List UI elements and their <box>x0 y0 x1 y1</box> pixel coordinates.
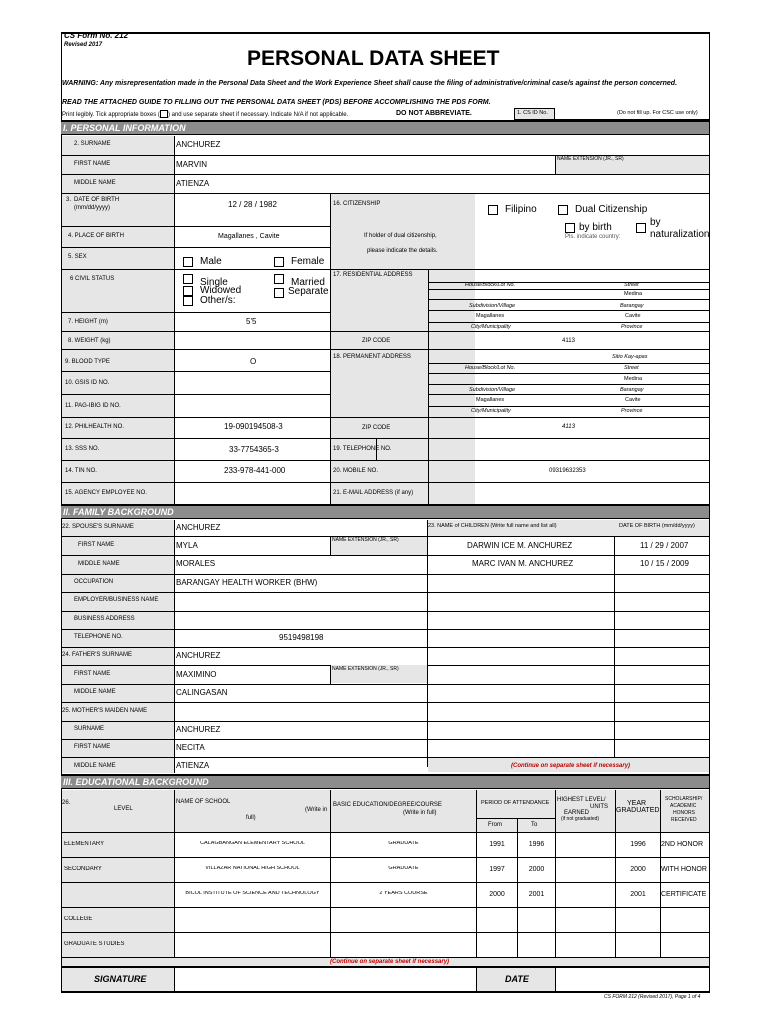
education-row-rule <box>62 832 709 833</box>
res-subd-label: Subdivision/Village <box>469 303 516 309</box>
sample-tick-box <box>160 110 168 118</box>
tin-label: 14. TIN NO. <box>65 468 97 474</box>
education-course-label: BASIC EDUCATION/DEGREE/COURSE <box>333 802 442 808</box>
blood-type-label: 9. BLOOD TYPE <box>65 359 110 365</box>
res-street-label: Street <box>624 282 639 288</box>
female-label: Female <box>291 256 325 267</box>
education-row-rule <box>62 932 709 933</box>
rule <box>428 289 709 290</box>
rule <box>174 136 175 506</box>
rule <box>517 818 518 958</box>
others-label: Other/s: <box>200 295 236 306</box>
philhealth-field[interactable]: 19-090194508-3 <box>224 422 283 431</box>
permanent-address-label: 18. PERMANENT ADDRESS <box>333 354 411 360</box>
by-birth-checkbox[interactable] <box>565 223 575 233</box>
dob-label: DATE OF BIRTH <box>74 197 120 203</box>
education-course-write: (Write in full) <box>403 810 437 816</box>
scholarship-label-2: ACADEMIC <box>670 803 697 809</box>
res-zip-label: ZIP CODE <box>362 338 391 344</box>
section-family-title: II. FAMILY BACKGROUND <box>63 507 174 517</box>
highest-level-label-3: EARNED <box>564 810 590 816</box>
father-first-label: FIRST NAME <box>74 671 111 677</box>
blood-type-field[interactable]: O <box>250 357 257 366</box>
gsis-label: 10. GSIS ID NO. <box>65 380 110 386</box>
rule <box>614 520 615 767</box>
res-province-label: Province <box>621 324 643 330</box>
height-label: 7. HEIGHT (m) <box>68 319 108 325</box>
rule <box>428 299 709 300</box>
rule <box>61 991 710 993</box>
edu-from-1[interactable]: 1991 <box>489 841 505 848</box>
rule <box>62 269 709 270</box>
father-surname-field[interactable]: ANCHUREZ <box>176 651 221 660</box>
rule <box>428 406 709 407</box>
period-from-label: From <box>488 822 502 828</box>
edu-level-2: SECONDARY <box>64 866 102 872</box>
tin-field[interactable]: 233-978-441-000 <box>224 466 286 475</box>
rule <box>476 818 555 819</box>
filipino-label: Filipino <box>505 204 537 215</box>
edu-course-1[interactable]: GRADUATE <box>388 841 419 846</box>
edu-year-1[interactable]: 1996 <box>630 841 646 848</box>
mother-surname-label: SURNAME <box>74 726 105 732</box>
single-checkbox[interactable] <box>183 274 193 284</box>
do-not-abbreviate: DO NOT ABBREVIATE. <box>396 110 472 117</box>
signature-field[interactable] <box>175 968 476 991</box>
name-ext-label: NAME EXTENSION (JR., SR) <box>557 156 624 162</box>
rule <box>62 331 709 332</box>
dual-note-2: please indicate the details. <box>367 248 438 254</box>
dob-number: 3. <box>66 197 72 203</box>
edu-year-3[interactable]: 2001 <box>630 891 646 898</box>
section-family-background <box>61 504 709 519</box>
family-row-rule <box>62 684 709 685</box>
edu-school-3[interactable]: BICOL INSTITUTE OF SCIENCE AND TECHNOLOGY <box>185 891 320 896</box>
dual-citizenship-checkbox[interactable] <box>558 205 568 215</box>
rule <box>62 349 709 350</box>
edu-honors-2[interactable]: WITH HONOR <box>661 866 707 873</box>
rule <box>330 536 331 555</box>
father-first-field[interactable]: MAXIMINO <box>176 670 217 679</box>
section-personal-information <box>61 120 709 135</box>
rule <box>428 384 709 385</box>
mother-middle-label: MIDDLE NAME <box>74 763 116 769</box>
mother-surname-field[interactable]: ANCHUREZ <box>176 725 221 734</box>
res-zip-field[interactable]: 4113 <box>562 338 575 344</box>
spouse-middle-label: MIDDLE NAME <box>78 561 120 567</box>
child-1-dob[interactable]: 11 / 29 / 2007 <box>640 541 689 550</box>
family-continue-note: (Continue on separate sheet if necessary) <box>511 763 631 769</box>
edu-to-1[interactable]: 1996 <box>528 841 545 848</box>
period-attendance-label: PERIOD OF ATTENDANCE <box>481 800 550 806</box>
frame-top <box>61 32 710 34</box>
child-2-dob[interactable]: 10 / 15 / 2009 <box>640 559 689 568</box>
spouse-telephone-field[interactable]: 9519498198 <box>279 633 324 642</box>
education-level-label: LEVEL <box>114 806 133 812</box>
father-surname-label: 24. FATHER'S SURNAME <box>62 652 133 658</box>
family-row-rule <box>62 721 709 722</box>
agency-employee-label: 15. AGENCY EMPLOYEE NO. <box>65 490 147 496</box>
telephone-label: 19. TELEPHONE NO. <box>333 446 392 452</box>
widowed-label: Widowed <box>200 285 242 296</box>
others-checkbox[interactable] <box>183 296 193 306</box>
education-continue-note: (Continue on separate sheet if necessary) <box>330 959 450 965</box>
first-name-label: FIRST NAME <box>74 161 111 167</box>
spouse-middle-field[interactable]: MORALES <box>176 559 216 568</box>
rule <box>428 269 429 506</box>
civil-status-label: 6 CIVIL STATUS <box>70 276 115 282</box>
occupation-label: OCCUPATION <box>74 579 114 585</box>
perm-street-field[interactable]: Medina <box>624 376 643 382</box>
children-label: 23. NAME of CHILDREN (Write full name and list all) <box>428 523 557 529</box>
separate-checkbox[interactable] <box>274 288 284 298</box>
edu-year-2[interactable]: 2000 <box>630 866 646 873</box>
father-middle-field[interactable]: CALINGASAN <box>176 688 228 697</box>
surname-field[interactable]: ANCHUREZ <box>176 140 221 149</box>
rule <box>428 394 709 395</box>
rule <box>62 460 709 461</box>
rule <box>62 193 709 194</box>
edu-school-1[interactable]: CALAGBANGAN ELEMENTARY SCHOOL <box>200 841 305 846</box>
perm-city-label: City/Municipality <box>471 408 511 414</box>
edu-from-2[interactable]: 1997 <box>489 866 505 873</box>
warning-text: WARNING: Any misrepresentation made in the Personal Data Sheet and the Work Experience Sheet shall cause the filing of administrative/criminal case/s against the person concerned. <box>62 80 678 87</box>
married-label: Married <box>291 277 325 288</box>
highest-level-label-4: (if not graduated) <box>561 816 600 822</box>
family-row-rule <box>62 574 709 575</box>
rule <box>62 482 709 483</box>
perm-zip-field[interactable]: 4113 <box>562 424 575 430</box>
mother-first-label: FIRST NAME <box>74 744 111 750</box>
perm-province-label: Province <box>621 408 643 414</box>
pls-indicate-country: Pls. indicate country: <box>565 234 621 240</box>
family-row-rule <box>62 702 709 703</box>
scholarship-label-1: SCHOLARSHIP/ <box>665 796 703 802</box>
by-birth-label: by birth <box>579 222 612 233</box>
occupation-field[interactable]: BARANGAY HEALTH WORKER (BHW) <box>176 578 318 587</box>
highest-level-label-2: UNITS <box>590 804 608 810</box>
education-row-rule <box>62 857 709 858</box>
rule <box>428 363 709 364</box>
education-row-rule <box>62 907 709 908</box>
read-guide-text: READ THE ATTACHED GUIDE TO FILLING OUT THE PERSONAL DATA SHEET (PDS) BEFORE ACCOMPLISHING THE PDS FORM. <box>62 99 491 106</box>
separate-label: Separate <box>288 286 329 297</box>
civil-status-options <box>175 270 330 312</box>
sss-label: 13. SSS NO. <box>65 446 100 452</box>
perm-zip-label: ZIP CODE <box>362 425 391 431</box>
rule <box>427 520 428 767</box>
date-field[interactable] <box>556 968 709 991</box>
male-label: Male <box>200 256 222 267</box>
spouse-first-label: FIRST NAME <box>78 542 115 548</box>
spouse-first-field[interactable]: MYLA <box>176 541 198 550</box>
edu-course-2[interactable]: GRADUATE <box>388 866 419 871</box>
cs-id-label: 1. CS ID No. <box>517 110 548 116</box>
female-checkbox[interactable] <box>274 257 284 267</box>
height-field[interactable]: 5'5 <box>246 317 257 326</box>
print-legibly-a: Print legibly. Tick appropriate boxes ( <box>62 112 160 118</box>
period-to-label: To <box>531 822 538 828</box>
page-footer-note: CS FORM 212 (Revised 2017), Page 1 of 4 <box>604 994 701 1000</box>
middle-name-label: MIDDLE NAME <box>74 180 116 186</box>
widowed-checkbox[interactable] <box>183 286 193 296</box>
frame-right <box>709 32 710 992</box>
print-legibly-text <box>62 110 348 118</box>
mother-middle-field[interactable]: ATIENZA <box>176 761 210 770</box>
education-level-column <box>62 832 174 958</box>
edu-to-2[interactable]: 2000 <box>528 866 545 873</box>
rule <box>62 394 330 395</box>
education-row-rule <box>62 882 709 883</box>
father-middle-label: MIDDLE NAME <box>74 689 116 695</box>
mother-first-field[interactable]: NECITA <box>176 743 205 752</box>
pob-field[interactable]: Magallanes , Cavite <box>218 233 280 240</box>
education-write-full-1: (Write in <box>305 807 328 813</box>
form-revised: Revised 2017 <box>64 42 103 48</box>
dual-note-1: If holder of dual citizenship, <box>364 233 437 239</box>
year-graduated-label-2: GRADUATED <box>616 807 660 814</box>
first-name-field[interactable]: MARVIN <box>176 160 207 169</box>
middle-name-field[interactable]: ATIENZA <box>176 179 210 188</box>
perm-city-field[interactable]: Magallanes <box>476 397 505 403</box>
family-row-rule <box>62 629 709 630</box>
filipino-checkbox[interactable] <box>488 205 498 215</box>
child-1-name[interactable]: DARWIN ICE M. ANCHUREZ <box>467 541 573 550</box>
education-write-full-2: full) <box>246 815 256 821</box>
perm-sitio-field[interactable]: Sitio Kay-apas <box>612 354 648 360</box>
weight-label: 8. WEIGHT (kg) <box>68 338 111 344</box>
edu-honors-3[interactable]: CERTIFICATE <box>661 891 707 898</box>
family-row-rule <box>62 555 709 556</box>
signature-label: SIGNATURE <box>94 974 147 984</box>
pob-label: 4. PLACE OF BIRTH <box>68 233 124 239</box>
scholarship-label-4: RECEIVED <box>671 817 697 823</box>
rule <box>555 155 556 174</box>
spouse-ext-label: NAME EXTENSION (JR., SR) <box>332 537 399 543</box>
section-educational-background <box>61 774 709 789</box>
rule <box>376 438 377 460</box>
res-street-field[interactable]: Medina <box>624 291 643 297</box>
res-brgy-label: Barangay <box>620 303 644 309</box>
scholarship-label-3: HONORS <box>673 810 695 816</box>
business-address-label: BUSINESS ADDRESS <box>74 616 135 622</box>
edu-school-2[interactable]: VILLAZAR NATIONAL HIGH SCHOOL <box>205 866 300 871</box>
res-house-label: House/Block/Lot No. <box>465 282 516 288</box>
education-school-label: NAME OF SCHOOL <box>176 799 231 805</box>
edu-to-3[interactable]: 2001 <box>528 891 545 898</box>
rule <box>62 438 709 439</box>
male-checkbox[interactable] <box>183 257 193 267</box>
rule <box>62 371 330 372</box>
married-checkbox[interactable] <box>274 274 284 284</box>
dob-field[interactable]: 12 / 28 / 1982 <box>228 200 277 209</box>
mobile-field[interactable]: 09319632353 <box>549 468 586 474</box>
dual-citizenship-label: Dual Citizenship <box>575 204 648 215</box>
rule <box>330 665 331 684</box>
res-city-label: City/Municipality <box>471 324 511 330</box>
rule <box>62 312 330 313</box>
sss-field[interactable]: 33-7754365-3 <box>229 445 279 454</box>
children-dob-label: DATE OF BIRTH (mm/dd/yyyy) <box>619 523 695 529</box>
surname-label: 2. SURNAME <box>74 141 111 147</box>
res-province-field[interactable]: Cavite <box>625 313 641 319</box>
dob-format: (mm/dd/yyyy) <box>74 205 110 211</box>
citizenship-label: 16. CITIZENSHIP <box>333 201 381 207</box>
edu-level-1: ELEMENTARY <box>64 841 105 847</box>
perm-province-field[interactable]: Cavite <box>625 397 641 403</box>
philhealth-label: 12. PHILHEALTH NO. <box>65 424 124 430</box>
perm-street-label: Street <box>624 365 639 371</box>
spouse-surname-label: 22. SPOUSE'S SURNAME <box>62 524 134 530</box>
sex-label: 5. SEX <box>68 254 87 260</box>
education-num-label: 26. <box>62 800 71 806</box>
residential-address-label: 17. RESIDENTIAL ADDRESS <box>333 272 413 278</box>
pagibig-label: 11. PAG-IBIG ID NO. <box>65 403 121 409</box>
edu-from-3[interactable]: 2000 <box>489 891 505 898</box>
rule <box>428 373 709 374</box>
form-number: CS Form No. 212 <box>64 31 129 40</box>
print-legibly-b: ) and use separate sheet if necessary. Indicate N/A if not applicable. <box>167 112 349 118</box>
rule <box>428 310 709 311</box>
family-row-rule <box>62 611 709 612</box>
res-city-field[interactable]: Magallanes <box>476 313 505 319</box>
section-personal-title: I. PERSONAL INFORMATION <box>63 123 186 133</box>
edu-course-3[interactable]: 2 YEARS COURSE <box>379 891 428 896</box>
spouse-surname-field[interactable]: ANCHUREZ <box>176 523 221 532</box>
single-label: Single <box>200 277 228 288</box>
by-label: by <box>650 217 661 228</box>
year-graduated-label-1: YEAR <box>627 800 647 807</box>
cs-only-note: (Do not fill up. For CSC use only) <box>617 110 698 116</box>
employer-label: EMPLOYER/BUSINESS NAME <box>74 597 159 603</box>
naturalization-label: naturalization <box>650 229 710 240</box>
edu-level-5: GRADUATE STUDIES <box>64 941 125 947</box>
perm-brgy-label: Barangay <box>620 387 644 393</box>
email-label: 21. E-MAIL ADDRESS (if any) <box>333 490 414 496</box>
education-header-row <box>62 790 709 832</box>
mobile-label: 20. MOBILE NO. <box>333 468 379 474</box>
spouse-telephone-label: TELEPHONE NO. <box>74 634 123 640</box>
edu-honors-1[interactable]: 2ND HONOR <box>661 841 704 848</box>
perm-subd-label: Subdivision/Village <box>469 387 516 393</box>
rule <box>476 966 477 992</box>
page-title: PERSONAL DATA SHEET <box>247 47 500 70</box>
child-2-name[interactable]: MARC IVAN M. ANCHUREZ <box>472 559 574 568</box>
rule <box>62 174 709 175</box>
family-row-rule <box>62 592 709 593</box>
edu-level-4: COLLEGE <box>64 916 93 922</box>
by-naturalization-checkbox[interactable] <box>636 223 646 233</box>
section-education-title: III. EDUCATIONAL BACKGROUND <box>63 777 209 787</box>
date-label: DATE <box>505 974 529 984</box>
rule <box>428 322 709 323</box>
perm-house-label: House/Block/Lot No. <box>465 365 516 371</box>
family-row-rule <box>62 739 709 740</box>
rule <box>62 417 709 418</box>
father-ext-label: NAME EXTENSION (JR., SR) <box>332 666 399 672</box>
highest-level-label-1: HIGHEST LEVEL/ <box>557 797 606 803</box>
rule <box>62 247 330 248</box>
family-row-rule <box>62 647 709 648</box>
rule <box>62 226 330 227</box>
mother-maiden-label: 25. MOTHER'S MAIDEN NAME <box>62 708 148 714</box>
